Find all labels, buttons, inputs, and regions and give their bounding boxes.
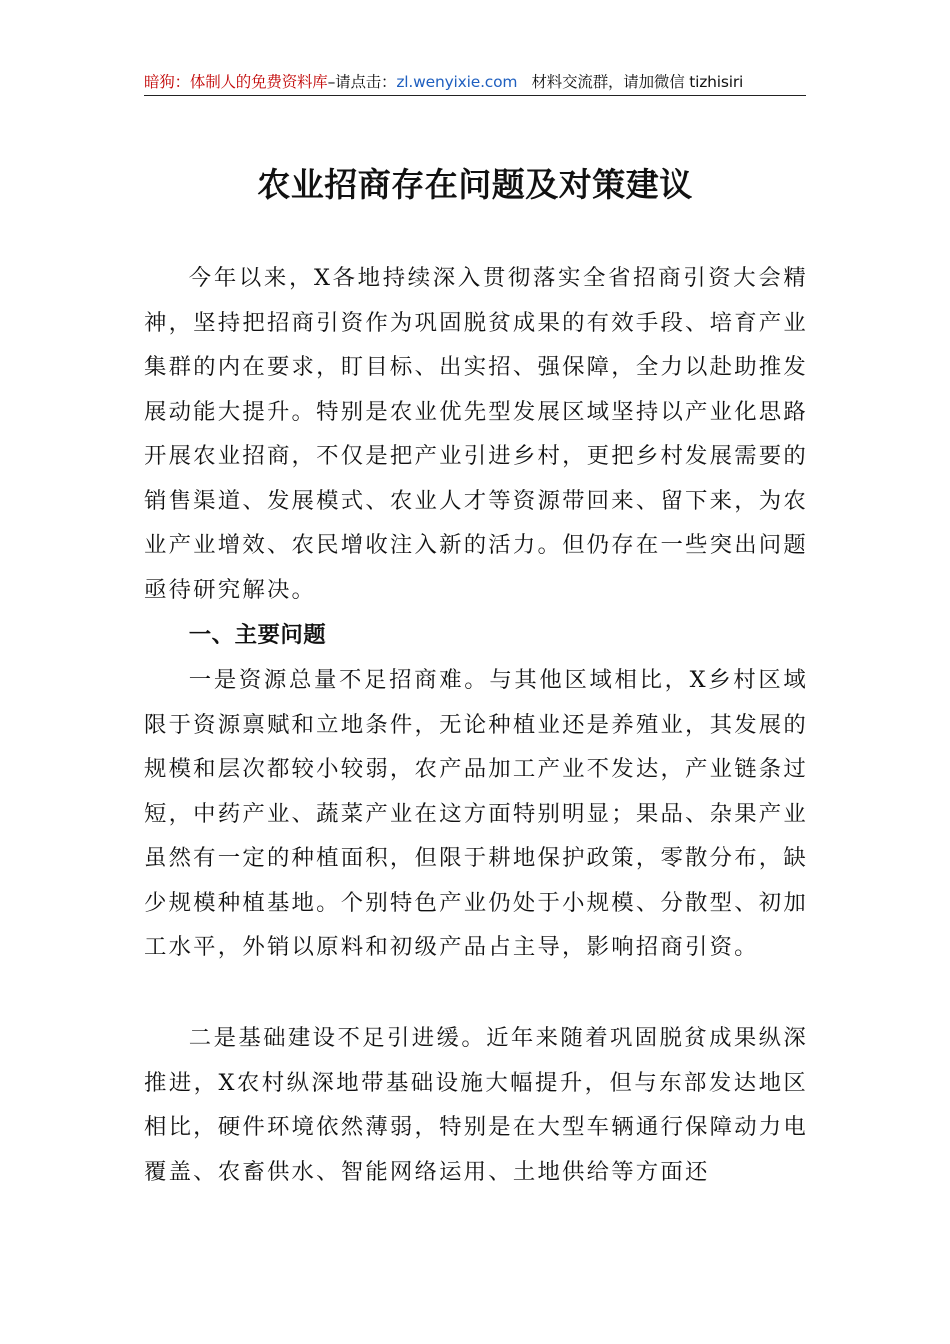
header-spacer: [517, 73, 531, 91]
header-url-link[interactable]: zl.wenyixie.com: [396, 73, 518, 91]
header-brand: 暗狗：体制人的免费资料库: [144, 73, 328, 91]
header-group-note: 材料交流群，请加微信 tizhisiri: [531, 73, 744, 91]
page-header: [144, 70, 806, 94]
section-heading: 一、主要问题: [188, 622, 327, 648]
header-click-prompt: –请点击：: [327, 73, 397, 91]
intro-paragraph: 今年以来，X各地持续深入贯彻落实全省招商引资大会精神，坚持把招商引资作为巩固脱贫成果的有效手段、培育产业集群的内在要求，盯目标、出实招、强保障，全力以赴助推发展动能大提升。特别是农业优先型发展区域坚持以产业化思路开展农业招商，不仅是把产业引进乡村，更把乡村发展需要的销售渠道、发展模式、农业人才等资源带回来、留下来，为农业产业增效、农民增收注入新的活力。但仍存在一些突出问题亟待研究解决。: [144, 265, 808, 603]
document-title: 农业招商存在问题及对策建议: [257, 165, 693, 204]
header-divider: [144, 95, 806, 96]
problem-point-2: 二是基础建设不足引进缓。近年来随着巩固脱贫成果纵深推进，X农村纵深地带基础设施大幅提升，但与东部发达地区相比，硬件环境依然薄弱，特别是在大型车辆通行保障动力电覆盖、农畜供水、智能网络运用、土地供给等方面还: [144, 1025, 808, 1185]
problem-point-1: 一是资源总量不足招商难。与其他区域相比，X乡村区域限于资源禀赋和立地条件，无论种植业还是养殖业，其发展的规模和层次都较小较弱，农产品加工产业不发达，产业链条过短，中药产业、蔬菜产业在这方面特别明显；果品、杂果产业虽然有一定的种植面积，但限于耕地保护政策，零散分布，缺少规模种植基地。个别特色产业仍处于小规模、分散型、初加工水平，外销以原料和初级产品占主导，影响招商引资。: [144, 667, 808, 960]
